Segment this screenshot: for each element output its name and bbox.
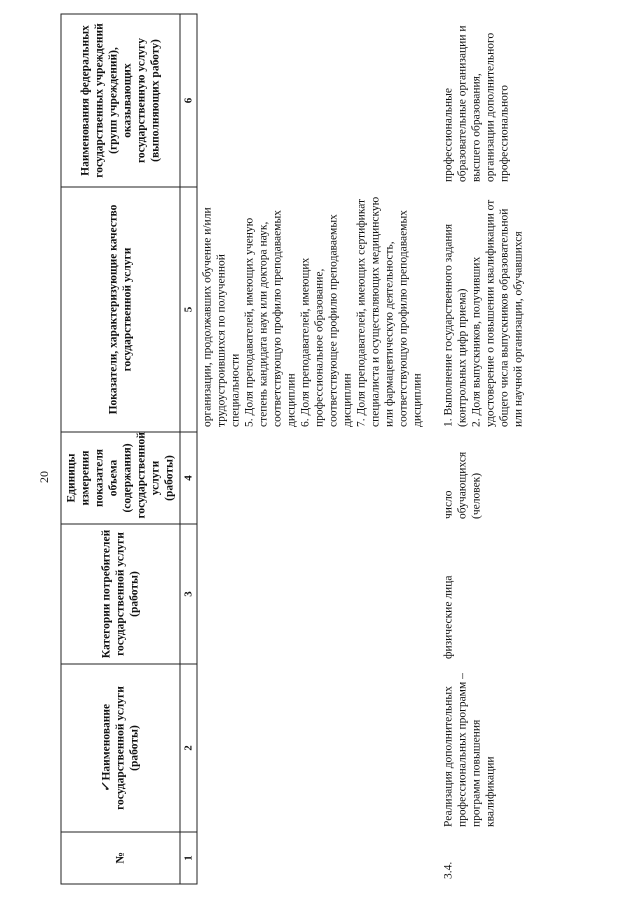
- header-consumers: Категории потребителей государственной услуги (работы): [61, 524, 180, 664]
- cell-empty: [197, 664, 428, 832]
- column-number: 1: [180, 832, 197, 884]
- header-institutions: Наименования федеральных государственных учреждений (групп учреждений), оказывающих государственную услугу (выполняющих работу): [61, 14, 180, 187]
- header-service-name: ✓Наименование государственной услуги (работы): [61, 664, 180, 832]
- cell-quality-text: организации, продолжавших обучение и/или трудоустроившихся по полученной специальности 5. Доля преподавателей, имеющих ученую степень кандидата наук или доктора наук, соответствующую профилю преподаваемых дисциплин 6. Доля преподавателей, имеющих профессиональное образование, соответствующее профилю преподаваемых дисциплин 7. Доля преподавателей, имеющих сертификат специалиста и осуществляющих медицинскую или фармацевтическую деятельность, соответствующую профилю преподаваемых дисциплин: [201, 196, 423, 427]
- header-quality: Показатели, характеризующие качество государственной услуги: [61, 187, 180, 432]
- column-number: 3: [180, 524, 197, 664]
- page-number: 20: [37, 471, 51, 483]
- column-number: 2: [180, 664, 197, 832]
- table-header-row: [61, 14, 180, 884]
- cell-empty: [197, 832, 428, 884]
- services-table: [60, 14, 528, 885]
- cell-empty: [197, 432, 428, 524]
- cell-empty: [197, 524, 428, 664]
- column-number: 6: [180, 14, 197, 187]
- column-number: 5: [180, 187, 197, 432]
- header-units: Единицы измерения показателя объема (содержания) государственной услуги (работы): [61, 432, 180, 524]
- checkmark-annotation-icon: ✓: [100, 782, 112, 793]
- cell-institutions: профессиональные образовательные организации и высшего образования, организации дополнительного профессионального: [442, 25, 510, 182]
- cell-consumers: физические лица: [442, 575, 454, 659]
- cell-empty: [197, 14, 428, 187]
- table-row: [427, 14, 528, 884]
- table-row-continued: [197, 14, 428, 884]
- column-number-row: [180, 14, 197, 884]
- header-number: №: [61, 832, 180, 884]
- cell-row-number: 3.4.: [442, 861, 454, 879]
- cell-quality-text: 1. Выполнение государственного задания (контрольных цифр приема) 2. Доля выпускников, получивших удостоверение о повышении квалификации от общего числа выпускников образовательной или научной организации, обучавшихся: [442, 199, 524, 427]
- column-number: 4: [180, 432, 197, 524]
- cell-unit: число обучающихся (человек): [442, 451, 482, 519]
- cell-service-name: Реализация дополнительных профессиональных программ – программ повышения квалификации: [442, 673, 496, 827]
